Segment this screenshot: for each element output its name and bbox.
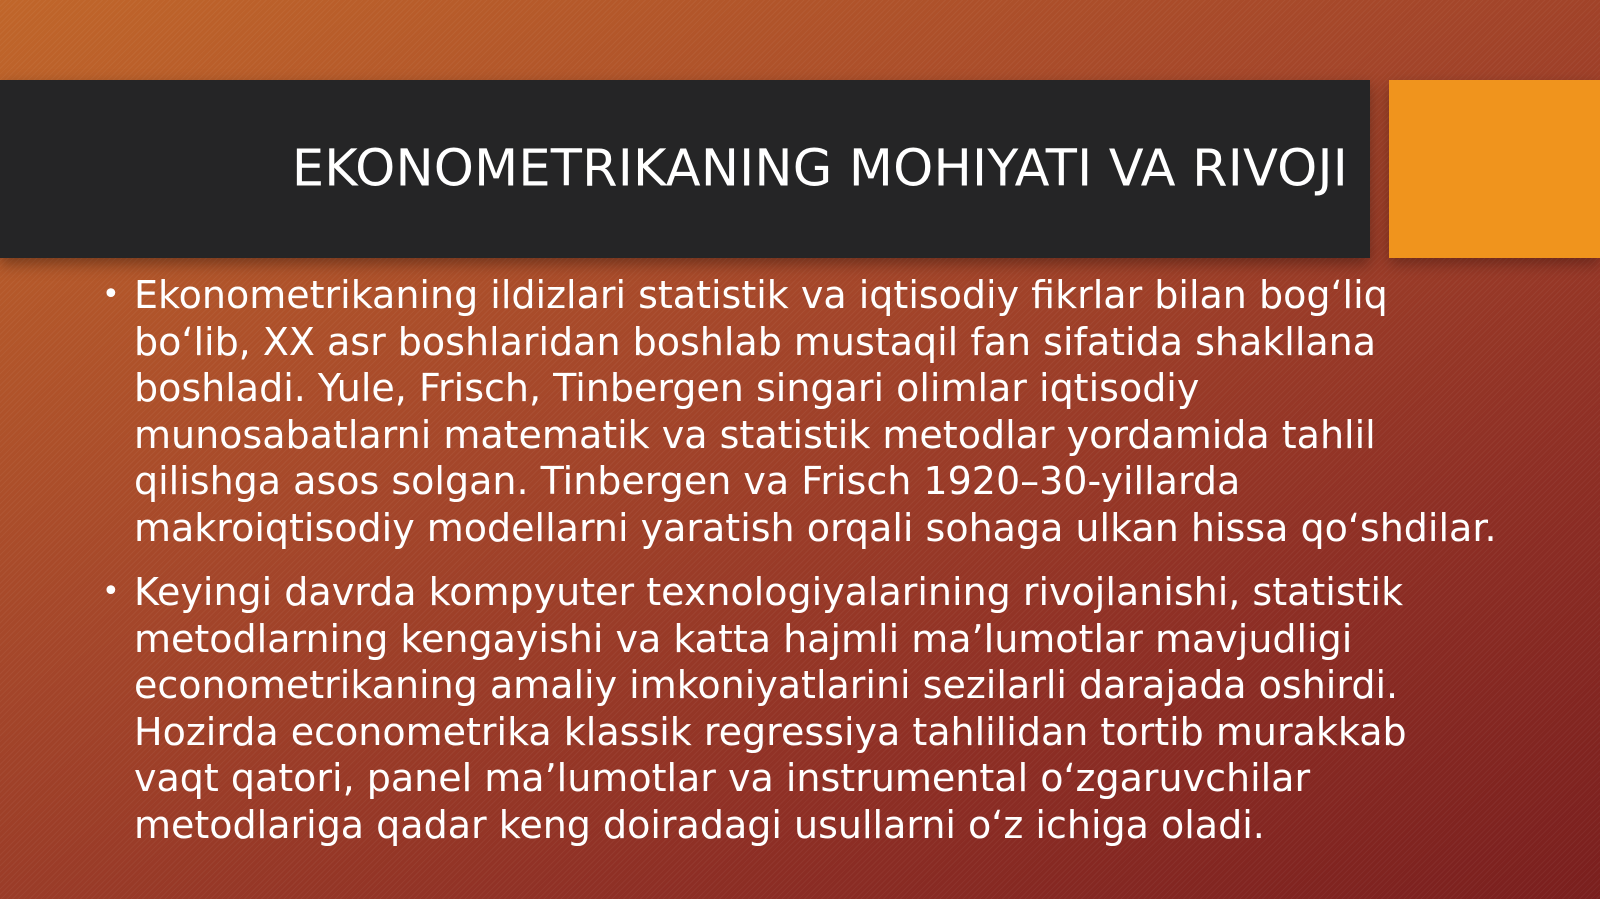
bullet-dot: • — [102, 574, 120, 609]
bullet-text: Ekonometrikaning ildizlari statistik va iqtisodiy fikrlar bilan bog‘liq bo‘lib, XX asr boshlaridan boshlab mustaqil fan sifatida shakllana boshladi. Yule, Frisch, Tinbergen singari olimlar iqtisodiy munosabatlarni matematik va statistik metodlar yordamida tahlil qilishga asos solgan. Tinbergen va Frisch 1920–30-yillarda makroiqtisodiy modellarni yaratish orqali sohaga ulkan hissa qo‘shdilar. — [134, 273, 1497, 550]
bullet-item — [98, 569, 1498, 848]
slide-content — [98, 272, 1498, 866]
bullet-text: Keyingi davrda kompyuter texnologiyalarining rivojlanishi, statistik metodlarning kengayishi va katta hajmli ma’lumotlar mavjudligi econometrikaning amaliy imkoniyatlarini sezilarli darajada oshirdi. Hozirda econometrika klassik regressiya tahlilidan tortib murakkab vaqt qatori, panel ma’lumotlar va instrumental o‘zgaruvchilar metodlariga qadar keng doiradagi usullarni o‘z ichiga oladi. — [134, 570, 1407, 847]
slide-title-bar — [0, 80, 1370, 258]
accent-square — [1389, 80, 1600, 258]
slide-title: EKONOMETRIKANING MOHIYATI VA RIVOJI — [291, 139, 1348, 199]
bullet-item — [98, 272, 1498, 551]
bullet-dot: • — [102, 277, 120, 312]
